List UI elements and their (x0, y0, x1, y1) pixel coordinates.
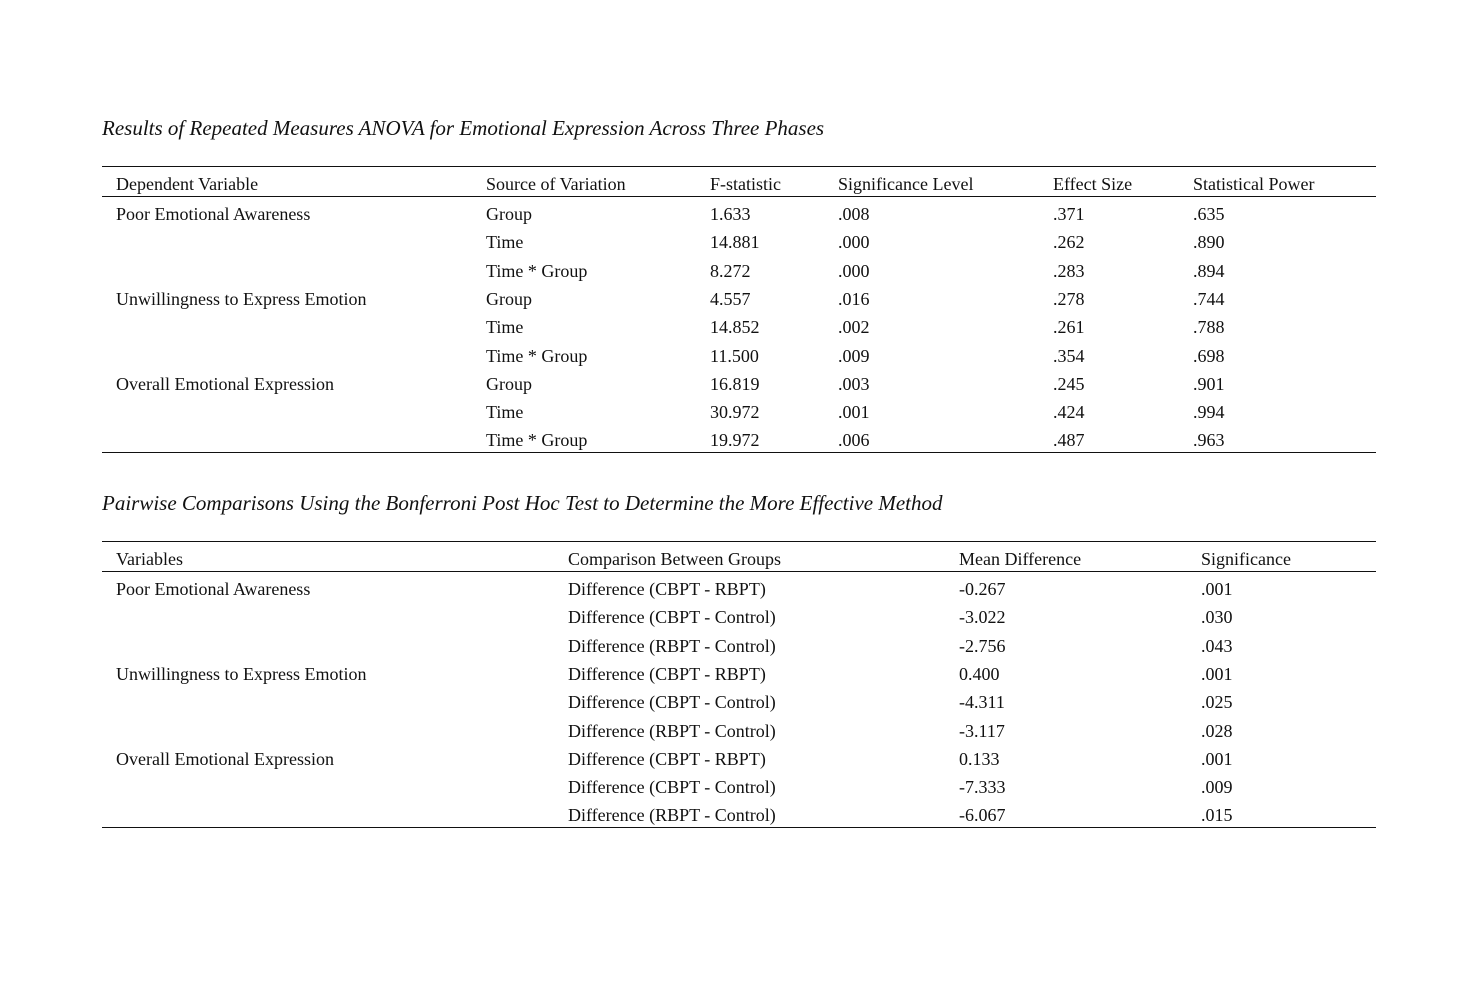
table-cell: .003 (838, 373, 870, 394)
table-top-rule (102, 166, 1376, 167)
table-top-rule (102, 541, 1376, 542)
table-row (102, 316, 1376, 344)
table-row (102, 776, 1376, 804)
table-row (102, 748, 1376, 776)
table-cell: .016 (838, 288, 870, 309)
table-cell: Difference (RBPT - Control) (568, 805, 776, 826)
table-cell: Overall Emotional Expression (116, 373, 334, 394)
table-row (102, 804, 1376, 832)
table-cell: .371 (1053, 204, 1085, 224)
table-cell: -0.267 (959, 579, 1006, 599)
table-cell: Difference (CBPT - RBPT) (568, 579, 766, 599)
table-cell: Difference (CBPT - RBPT) (568, 748, 766, 769)
table-cell: .008 (838, 204, 870, 224)
bonferroni-table (102, 541, 1376, 829)
table-cell: .001 (1201, 579, 1233, 599)
table-cell: .894 (1193, 260, 1225, 281)
table-cell: .000 (838, 232, 870, 253)
table-cell: Group (486, 373, 532, 394)
table-cell: Time * Group (486, 345, 588, 366)
table-cell: .001 (1201, 748, 1233, 769)
table-cell: Group (486, 204, 532, 224)
table-cell: .262 (1053, 232, 1085, 253)
table-cell: Time (486, 317, 524, 338)
table-cell: .698 (1193, 345, 1225, 366)
column-header: Significance Level (838, 174, 974, 194)
table-cell: .890 (1193, 232, 1225, 253)
table-cell: 19.972 (710, 430, 760, 451)
table-cell: .000 (838, 260, 870, 281)
table-cell: .001 (1201, 663, 1233, 684)
column-header: Significance (1201, 549, 1291, 569)
table-cell: 4.557 (710, 288, 751, 309)
table-cell: -6.067 (959, 805, 1006, 826)
column-header: F-statistic (710, 174, 781, 194)
table-row (102, 260, 1376, 288)
column-header: Mean Difference (959, 549, 1082, 569)
table-cell: Difference (CBPT - Control) (568, 777, 776, 798)
table-cell: .009 (838, 345, 870, 366)
column-header: Source of Variation (486, 174, 626, 194)
table-cell: 14.881 (710, 232, 760, 253)
table-cell: Time (486, 402, 524, 423)
table-row (102, 288, 1376, 316)
table-cell: 0.133 (959, 748, 1000, 769)
header-rule (102, 571, 1376, 572)
column-header: Variables (116, 549, 183, 569)
table-cell: Difference (RBPT - Control) (568, 720, 776, 741)
table-cell: Poor Emotional Awareness (116, 579, 311, 599)
table-cell: .635 (1193, 204, 1225, 224)
table-row (102, 345, 1376, 373)
table-cell: 14.852 (710, 317, 760, 338)
table-cell: .487 (1053, 430, 1085, 451)
table-row (102, 373, 1376, 401)
table-cell: .009 (1201, 777, 1233, 798)
table-cell: Difference (RBPT - Control) (568, 635, 776, 656)
table-cell: Overall Emotional Expression (116, 748, 334, 769)
table-cell: .002 (838, 317, 870, 338)
column-header: Statistical Power (1193, 174, 1315, 194)
anova-table (102, 166, 1376, 454)
table-row (102, 663, 1376, 691)
table-cell: .006 (838, 430, 870, 451)
table-row (102, 231, 1376, 259)
table-cell: .030 (1201, 607, 1233, 628)
table-cell: .354 (1053, 345, 1085, 366)
table-cell: Unwillingness to Express Emotion (116, 663, 367, 684)
table-cell: Time * Group (486, 260, 588, 281)
table-cell: .278 (1053, 288, 1085, 309)
table-cell: 11.500 (710, 345, 759, 366)
table-cell: 1.633 (710, 204, 751, 224)
column-header: Comparison Between Groups (568, 549, 781, 569)
table-cell: .994 (1193, 402, 1225, 423)
table-cell: Unwillingness to Express Emotion (116, 288, 367, 309)
table-cell: Difference (CBPT - RBPT) (568, 663, 766, 684)
table-cell: Time * Group (486, 430, 588, 451)
table-cell: .283 (1053, 260, 1085, 281)
table-row (102, 606, 1376, 634)
table-cell: -7.333 (959, 777, 1006, 798)
table-cell: 0.400 (959, 663, 1000, 684)
table-bottom-rule (102, 827, 1376, 828)
table-cell: .261 (1053, 317, 1085, 338)
table-row (102, 720, 1376, 748)
table-row (102, 578, 1376, 606)
table-cell: .028 (1201, 720, 1233, 741)
table-cell: Difference (CBPT - Control) (568, 692, 776, 713)
table-cell: .788 (1193, 317, 1225, 338)
table-cell: -3.022 (959, 607, 1006, 628)
table-cell: 16.819 (710, 373, 760, 394)
table-row (102, 635, 1376, 663)
anova-table-caption: Results of Repeated Measures ANOVA for Emotional Expression Across Three Phases (102, 116, 825, 140)
table-cell: .025 (1201, 692, 1233, 713)
table-cell: Difference (CBPT - Control) (568, 607, 776, 628)
bonferroni-table-caption: Pairwise Comparisons Using the Bonferroni Post Hoc Test to Determine the More Effective Method (102, 491, 943, 515)
table-row (102, 203, 1376, 231)
column-header: Dependent Variable (116, 174, 259, 194)
table-row (102, 429, 1376, 457)
column-header: Effect Size (1053, 174, 1133, 194)
table-cell: .901 (1193, 373, 1225, 394)
table-cell: .015 (1201, 805, 1233, 826)
table-cell: .043 (1201, 635, 1233, 656)
table-cell: .744 (1193, 288, 1225, 309)
table-cell: Poor Emotional Awareness (116, 204, 311, 224)
table-cell: 8.272 (710, 260, 751, 281)
table-cell: -2.756 (959, 635, 1006, 656)
table-row (102, 401, 1376, 429)
table-cell: .245 (1053, 373, 1085, 394)
table-cell: .001 (838, 402, 870, 423)
table-bottom-rule (102, 452, 1376, 453)
table-cell: Group (486, 288, 532, 309)
header-rule (102, 196, 1376, 197)
table-cell: -3.117 (959, 720, 1005, 741)
table-cell: -4.311 (959, 692, 1005, 713)
table-cell: 30.972 (710, 402, 760, 423)
table-row (102, 691, 1376, 719)
table-cell: .424 (1053, 402, 1085, 423)
table-cell: Time (486, 232, 524, 253)
table-cell: .963 (1193, 430, 1225, 451)
